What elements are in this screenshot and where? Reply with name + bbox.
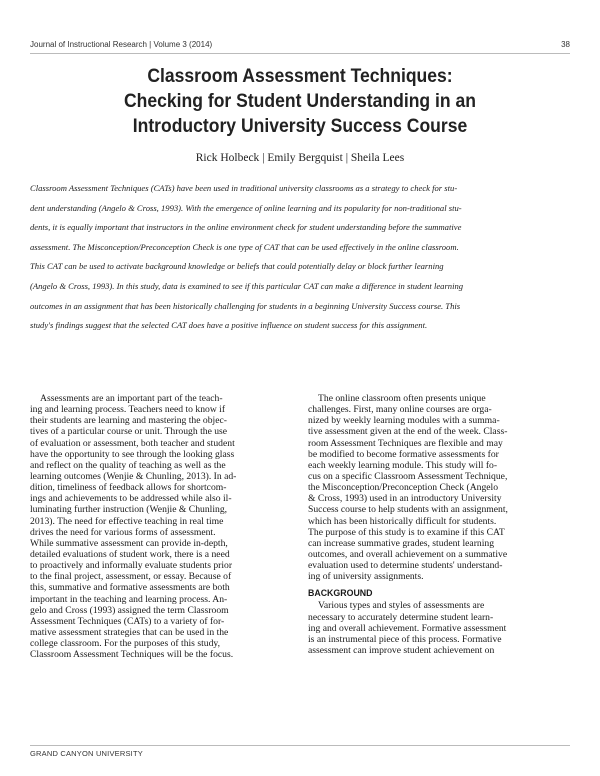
body-text-line: can increase summative grades, student learning [308,537,495,549]
authors-line: Rick Holbeck | Emily Bergquist | Sheila Lees [195,152,405,164]
running-header [30,40,570,54]
body-text-line: learning outcomes (Wenjie & Chunling, 2013). In ad- [30,470,237,482]
body-text-line: ings and achievements to be addressed while also il- [30,493,232,505]
body-text-line: important in the teaching and learning process. An- [30,593,228,605]
body-text-line: and reflect on the quality of teaching as well as the [30,459,226,471]
body-text-line: this, summative and formative assessments are both [30,582,230,594]
body-text-line: Various types and styles of assessments are [318,600,485,612]
body-text-line: ing of university assignments. [308,571,424,583]
body-text-line: 2013). The need for effective teaching in real time [30,515,224,527]
abstract-line: (Angelo & Cross, 1993). In this study, data is examined to see if this particular CAT can make a difference in student learning [30,280,464,291]
abstract-line: assessment. The Misconception/Preconception Check is one type of CAT that can be used effectively in the online classroom. [30,241,459,252]
body-text-line: which has been historically difficult for students. [308,515,497,527]
body-text-line: dition, timeliness of feedback allows for shortcom- [30,482,227,494]
body-text-line: to the final project, assessment, or essay. Because of [30,571,232,583]
body-text-line: college classroom. For the purposes of this study, [30,638,220,650]
footer-rule [30,745,570,746]
body-text-line: cus on a specific Classroom Assessment Technique, [308,470,508,482]
footer-institution: GRAND CANYON UNIVERSITY [30,749,143,758]
body-text-line: While summative assessment can provide in-depth, [30,537,228,549]
body-text-line: evaluation used to determine students' understand- [308,560,503,572]
title-line: Checking for Student Understanding in an [123,90,476,112]
body-text-line: luminating further instruction (Wenjie & Chunling, [30,504,228,516]
body-text-line: Assessments are an important part of the teach- [40,393,223,404]
body-text-line: their students are learning and mastering the objec- [30,415,227,427]
body-text-line: necessary to accurately determine student learn- [308,611,494,623]
body-text-line: is an instrumental piece of this process. Formative [308,633,502,645]
title-line: Introductory University Success Course [132,115,468,137]
abstract-line: This CAT can be used to activate background knowledge or beliefs that could potentially delay or block further learning [30,261,444,272]
body-text-line: nized by weekly learning modules with a summa- [308,415,500,427]
body-text-line: to proactively and informally evaluate students prior [30,560,233,572]
body-text-line: have the opportunity to see through the looking glass [30,448,235,460]
body-text-line: room Assessment Techniques are flexible and may [308,437,503,449]
page-number: 38 [561,40,570,49]
body-text-line: each weekly learning module. This study will fo- [308,459,498,471]
body-text-line: detailed evaluations of student work, there is a need [30,548,230,560]
body-text-line: outcomes, and overall achievement on a summative [308,548,508,560]
body-text-line: tives of a particular course or unit. Through the use [30,426,228,438]
body-text-line: & Cross, 1993) used in an introductory University [308,493,502,505]
article-title [57,64,543,139]
abstract [30,179,570,336]
body-column-right [308,393,570,656]
body-text-line: gelo and Cross (1993) assigned the term Classroom [30,604,229,616]
header-rule [30,53,570,54]
section-heading-background: BACKGROUND [308,588,373,599]
abstract-line: Classroom Assessment Techniques (CATs) have been used in traditional university classrooms as a strategy to check for stu- [30,183,458,193]
journal-citation: Journal of Instructional Research | Volume 3 (2014) [30,40,213,49]
body-text-line: Classroom Assessment Techniques will be the focus. [30,649,234,661]
abstract-line: dent understanding (Angelo & Cross, 1993). With the emergence of online learning and its popularity for non-traditional stu- [30,202,462,213]
body-text-line: ing and learning process. Teachers need to know if [30,404,226,416]
body-text-line: The online classroom often presents unique [318,393,486,404]
body-text-line: The purpose of this study is to examine if this CAT [308,526,505,538]
body-text-line: of evaluation or assessment, both teacher and student [30,437,235,449]
background-section [308,600,570,656]
body-text-line: the Misconception/Preconception Check (Angelo [308,482,499,494]
title-line: Classroom Assessment Techniques: [147,65,453,87]
body-text-line: assessment can improve student achievement on [308,644,495,656]
intro-continuation [308,393,570,582]
body-text-line: be modified to become formative assessments for [308,448,499,460]
body-text-line: Success course to help students with an assignment, [308,504,508,516]
body-text-line: tive assessment given at the end of the week. Class- [308,426,508,438]
body-column-left [30,393,292,660]
body-text-line: Assessment Techniques (CATs) to a variety of for- [30,615,225,627]
abstract-line: outcomes in an assignment that has been historically challenging for students in a beginning University Success course. This [30,300,461,311]
body-text-line: challenges. First, many online courses are orga- [308,404,492,416]
abstract-line: dents, it is equally important that instructors in the online environment check for student understanding before the summative [30,222,462,233]
body-text-line: drives the need for various forms of assessment. [30,526,216,538]
abstract-line: study's findings suggest that the selected CAT does have a positive influence on student success for this assignment. [30,320,428,331]
body-text-line: ing and overall achievement. Formative assessment [308,622,507,634]
body-text-line: mative assessment strategies that can be used in the [30,626,229,638]
